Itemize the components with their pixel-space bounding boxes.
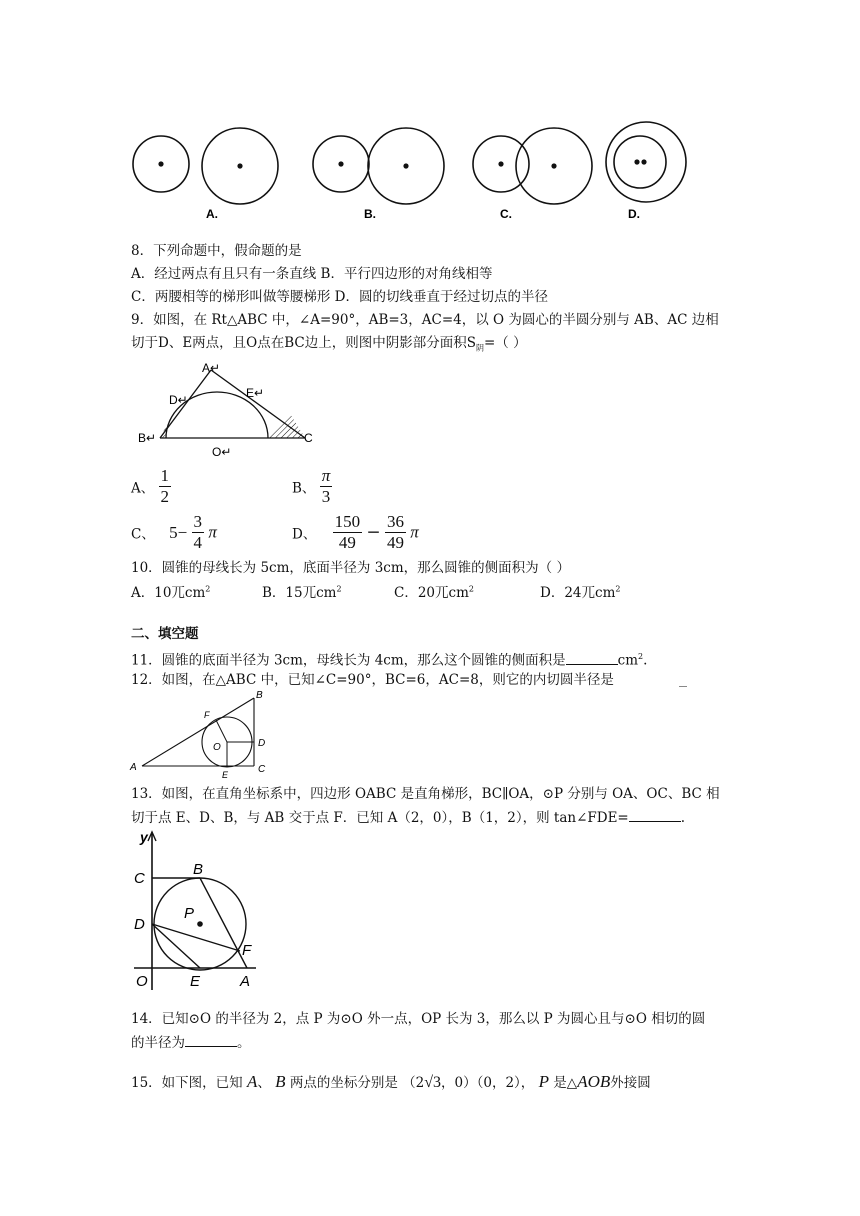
label-c: C. bbox=[500, 207, 512, 221]
q13-line2-text: 切于点 E、D、B，与 AB 交于点 F．已知 A（2，0），B（1，2），则 tan∠FDE= bbox=[131, 810, 629, 826]
q9-opt-c bbox=[131, 512, 217, 553]
q13-fig-a: A bbox=[240, 973, 251, 990]
q9-opt-b-label: B、 bbox=[292, 480, 316, 497]
q13-fig-e: E bbox=[190, 973, 201, 990]
q8-line2: C．两腰相等的梯形叫做等腰梯形 D．圆的切线垂直于经过切点的半径 bbox=[131, 289, 548, 305]
q14-line1: 14．已知⊙O 的半径为 2，点 P 为⊙O 外一点，OP 长为 3，那么以 P 为圆心且与⊙O 相切的圆 bbox=[131, 1011, 706, 1027]
answer-blank[interactable] bbox=[679, 686, 687, 687]
q12-fig-b: B bbox=[256, 690, 263, 701]
superscript: 2 bbox=[336, 584, 342, 594]
triangle-aob: AOB bbox=[577, 1072, 611, 1091]
q12-fig-d: D bbox=[258, 738, 266, 749]
q8-stem: 8．下列命题中，假命题的是 bbox=[131, 243, 302, 259]
q12-fig-c: C bbox=[258, 764, 266, 775]
q9-fig-c: C bbox=[304, 431, 313, 445]
fraction bbox=[333, 512, 363, 553]
answer-blank[interactable] bbox=[185, 1032, 237, 1047]
q9-fig-o: O↵ bbox=[212, 445, 232, 459]
q12-figure bbox=[128, 688, 278, 782]
point-a: A bbox=[246, 1072, 258, 1091]
numerator: 36 bbox=[386, 512, 404, 531]
numerator: 3 bbox=[193, 512, 203, 531]
q10-opt-a bbox=[131, 581, 210, 601]
numerator: 150 bbox=[334, 512, 361, 531]
superscript: 2 bbox=[638, 652, 644, 661]
q15-triangle: 是△ bbox=[553, 1075, 578, 1091]
unit: cm bbox=[617, 652, 639, 669]
minus: − bbox=[366, 522, 381, 543]
q12-fig-o: O bbox=[213, 742, 221, 753]
denominator: 49 bbox=[338, 533, 356, 552]
q10-opt-b-text: B．15ㄫcm bbox=[262, 585, 337, 601]
fraction bbox=[159, 466, 172, 507]
q9-fig-d: D↵ bbox=[169, 393, 188, 407]
q14-line2-text: 的半径为 bbox=[131, 1035, 185, 1051]
q15-text: 15．如下图，已知 bbox=[131, 1075, 243, 1091]
q10-opt-d bbox=[540, 581, 620, 601]
denominator: 2 bbox=[160, 487, 170, 506]
numerator: π bbox=[321, 466, 331, 485]
q9-figure bbox=[138, 360, 328, 460]
q13-fig-y: y bbox=[140, 829, 148, 845]
q11-text: 11．圆锥的底面半径为 3cm，母线长为 4cm，那么这个圆锥的侧面积是 bbox=[131, 652, 566, 669]
numerator: 1 bbox=[160, 466, 170, 485]
q9-fig-b: B↵ bbox=[138, 431, 157, 445]
q9-opt-d-label: D、 bbox=[292, 526, 317, 543]
q9-opt-b bbox=[292, 466, 332, 507]
q9-opt-c-pre: 5− bbox=[169, 522, 188, 542]
q13-figure bbox=[128, 828, 268, 998]
q10-opt-a-text: A．10ㄫcm bbox=[131, 585, 206, 601]
q14-line2 bbox=[131, 1032, 251, 1053]
superscript: 2 bbox=[615, 584, 621, 594]
denominator: 3 bbox=[321, 487, 331, 506]
point-p: P bbox=[538, 1072, 549, 1091]
q10-stem: 10．圆锥的母线长为 5cm，底面半径为 3cm，那么圆锥的侧面积为（ ） bbox=[131, 560, 570, 576]
q9-opt-a bbox=[131, 466, 171, 507]
section-heading: 二、填空题 bbox=[131, 626, 199, 642]
q13-fig-o: O bbox=[136, 973, 148, 990]
label-b: B. bbox=[364, 207, 376, 221]
q9-opt-c-label: C、 bbox=[131, 526, 155, 543]
q9-line2a: 切于D、E两点，且O点在BC边上，则图中阴影部分面积S bbox=[131, 335, 476, 351]
q13-fig-p: P bbox=[184, 905, 195, 922]
period: . bbox=[643, 652, 648, 669]
denominator: 4 bbox=[193, 533, 203, 552]
circles-figure bbox=[128, 118, 708, 228]
fraction bbox=[385, 512, 406, 553]
q10-opt-c bbox=[394, 581, 474, 601]
q9-line2b: =（ ） bbox=[484, 335, 527, 351]
q10-opt-c-text: C．20ㄫcm bbox=[394, 585, 469, 601]
q15-sep: 、 bbox=[257, 1075, 271, 1091]
q13-line1: 13．如图，在直角坐标系中，四边形 OABC 是直角梯形，BC∥OA，⊙P 分别与 OA、OC、BC 相 bbox=[131, 786, 720, 802]
q13-fig-c: C bbox=[134, 870, 145, 887]
answer-blank[interactable] bbox=[566, 650, 618, 665]
point-b: B bbox=[275, 1072, 286, 1091]
superscript: 2 bbox=[205, 584, 211, 594]
q15-coords: 两点的坐标分别是 （2 bbox=[289, 1075, 425, 1091]
q15-coords-2: ，0）（0，2）， bbox=[441, 1075, 535, 1091]
q9-fig-e: E↵ bbox=[246, 386, 265, 400]
fraction bbox=[192, 512, 205, 553]
q9-line1: 9．如图，在 Rt△ABC 中，∠A=90°，AB=3，AC=4，以 O 为圆心的半圆分别与 AB、AC 边相 bbox=[131, 312, 719, 328]
denominator: 49 bbox=[386, 533, 404, 552]
period: 。 bbox=[237, 1035, 251, 1051]
q15 bbox=[131, 1072, 651, 1093]
q10-opt-b bbox=[262, 581, 342, 601]
q13-fig-d: D bbox=[134, 916, 145, 933]
q9-fig-a: A↵ bbox=[202, 361, 221, 375]
q10-opt-d-text: D．24ㄫcm bbox=[540, 585, 616, 601]
label-a: A. bbox=[206, 207, 218, 221]
superscript: 2 bbox=[468, 584, 474, 594]
q11 bbox=[131, 647, 647, 671]
q12-text: 12．如图，在△ABC 中，已知∠C=90°，BC=6，AC=8，则它的内切圆半径是 bbox=[131, 672, 614, 688]
q9-opt-d bbox=[292, 512, 419, 553]
q15-end: 外接圆 bbox=[610, 1075, 651, 1091]
label-d: D. bbox=[628, 207, 640, 221]
q8-line1: A．经过两点有且只有一条直线 B．平行四边形的对角线相等 bbox=[131, 266, 493, 282]
q12-fig-a: A bbox=[130, 762, 137, 773]
period: . bbox=[680, 810, 686, 826]
answer-blank[interactable] bbox=[629, 807, 681, 822]
q9-opt-c-pi: π bbox=[208, 522, 217, 542]
q9-sub: 阴 bbox=[476, 343, 484, 353]
q13-fig-b: B bbox=[193, 861, 204, 878]
fraction bbox=[320, 466, 333, 507]
q9-opt-d-pi: π bbox=[410, 522, 419, 542]
q13-fig-f: F bbox=[242, 942, 252, 959]
q9-opt-a-label: A、 bbox=[131, 480, 155, 497]
q12-fig-f: F bbox=[204, 710, 210, 720]
q9-line2 bbox=[131, 333, 527, 359]
sqrt-three: √3 bbox=[424, 1074, 442, 1091]
q12-fig-e: E bbox=[222, 770, 229, 780]
q13-line2 bbox=[131, 807, 685, 828]
